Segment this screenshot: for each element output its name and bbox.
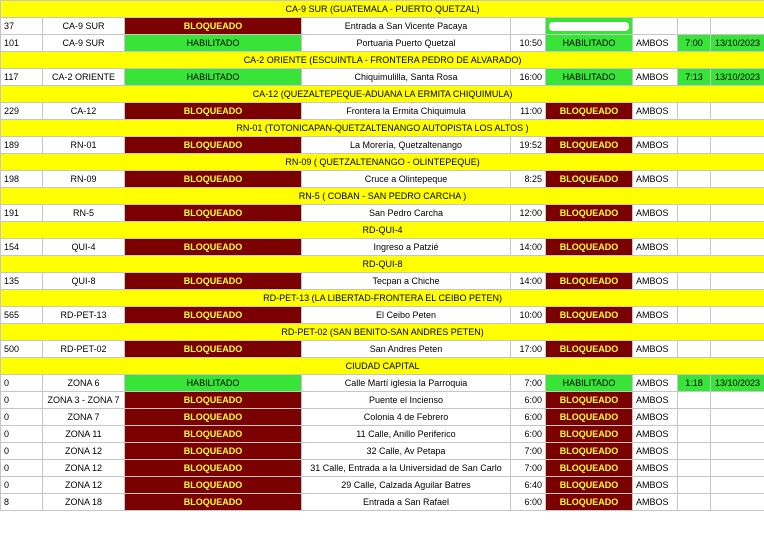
section-title: RD-QUI-8: [1, 256, 764, 273]
status-cell: BLOQUEADO: [125, 494, 302, 511]
time-cell: 7:00: [511, 443, 546, 460]
update-date-cell: [711, 341, 764, 358]
time-cell: [511, 18, 546, 35]
route-cell: ZONA 7: [43, 409, 125, 426]
update-time-cell: [678, 18, 711, 35]
location-cell: Cruce a Olintepeque: [302, 171, 511, 188]
route-cell: ZONA 11: [43, 426, 125, 443]
section-title: RN-5 ( COBAN - SAN PEDRO CARCHA ): [1, 188, 764, 205]
route-cell: CA-12: [43, 103, 125, 120]
direction-cell: AMBOS: [633, 205, 678, 222]
time-cell: 7:00: [511, 460, 546, 477]
time-cell: 11:00: [511, 103, 546, 120]
table-row: [1, 171, 764, 188]
table-body: [1, 1, 764, 511]
update-time-cell: [678, 137, 711, 154]
location-cell: La Morería, Quetzaltenango: [302, 137, 511, 154]
section-header-row: [1, 188, 764, 205]
location-cell: Calle Martí iglesia la Parroquia: [302, 375, 511, 392]
empty-status-pill: [549, 22, 629, 31]
location-cell: 29 Calle, Calzada Aguilar Batres: [302, 477, 511, 494]
update-time-cell: [678, 409, 711, 426]
km-cell: 191: [1, 205, 43, 222]
table-row: [1, 426, 764, 443]
update-time-cell: [678, 239, 711, 256]
section-title: RD-PET-02 (SAN BENITO-SAN ANDRES PETEN): [1, 324, 764, 341]
time-cell: 17:00: [511, 341, 546, 358]
section-header-row: [1, 120, 764, 137]
update-date-cell: 13/10/2023: [711, 35, 764, 52]
direction-cell: AMBOS: [633, 426, 678, 443]
location-cell: Frontera la Ermita Chiquimula: [302, 103, 511, 120]
table-row: [1, 375, 764, 392]
location-cell: Puente el Incienso: [302, 392, 511, 409]
section-header-row: [1, 256, 764, 273]
route-cell: CA-2 ORIENTE: [43, 69, 125, 86]
table-row: [1, 205, 764, 222]
time-cell: 6:00: [511, 426, 546, 443]
section-header-row: [1, 154, 764, 171]
table-row: [1, 103, 764, 120]
section-title: CA-9 SUR (GUATEMALA - PUERTO QUETZAL): [1, 1, 764, 18]
section-title: RN-09 ( QUETZALTENANGO - OLINTEPEQUE): [1, 154, 764, 171]
update-date-cell: 13/10/2023: [711, 375, 764, 392]
status-cell: BLOQUEADO: [125, 307, 302, 324]
update-date-cell: [711, 494, 764, 511]
location-cell: Tecpan a Chiche: [302, 273, 511, 290]
direction-cell: AMBOS: [633, 477, 678, 494]
table-row: [1, 341, 764, 358]
section-header-row: [1, 52, 764, 69]
direction-cell: AMBOS: [633, 273, 678, 290]
route-cell: RN-01: [43, 137, 125, 154]
time-cell: 12:00: [511, 205, 546, 222]
time-cell: 7:00: [511, 375, 546, 392]
status-cell: BLOQUEADO: [125, 18, 302, 35]
section-title: CA-12 (QUEZALTEPEQUE-ADUANA LA ERMITA CHIQUIMULA): [1, 86, 764, 103]
km-cell: 101: [1, 35, 43, 52]
table-row: [1, 477, 764, 494]
update-date-cell: [711, 205, 764, 222]
status2-cell: BLOQUEADO: [546, 426, 633, 443]
section-header-row: [1, 324, 764, 341]
route-cell: RD-PET-13: [43, 307, 125, 324]
update-time-cell: [678, 477, 711, 494]
route-cell: RN-09: [43, 171, 125, 188]
update-time-cell: [678, 426, 711, 443]
direction-cell: AMBOS: [633, 239, 678, 256]
time-cell: 10:00: [511, 307, 546, 324]
time-cell: 6:00: [511, 494, 546, 511]
section-header-row: [1, 290, 764, 307]
km-cell: 0: [1, 443, 43, 460]
update-date-cell: [711, 137, 764, 154]
direction-cell: AMBOS: [633, 409, 678, 426]
km-cell: 117: [1, 69, 43, 86]
update-date-cell: [711, 171, 764, 188]
location-cell: 32 Calle, Av Petapa: [302, 443, 511, 460]
status-cell: BLOQUEADO: [125, 171, 302, 188]
status-cell: BLOQUEADO: [125, 239, 302, 256]
update-date-cell: [711, 273, 764, 290]
location-cell: 31 Calle, Entrada a la Universidad de San Carlo: [302, 460, 511, 477]
direction-cell: AMBOS: [633, 341, 678, 358]
km-cell: 135: [1, 273, 43, 290]
status2-cell: BLOQUEADO: [546, 409, 633, 426]
km-cell: 0: [1, 409, 43, 426]
location-cell: Portuaria Puerto Quetzal: [302, 35, 511, 52]
update-time-cell: [678, 205, 711, 222]
update-date-cell: [711, 103, 764, 120]
update-time-cell: [678, 273, 711, 290]
time-cell: 8:25: [511, 171, 546, 188]
status2-cell: BLOQUEADO: [546, 273, 633, 290]
status2-cell: BLOQUEADO: [546, 341, 633, 358]
update-date-cell: [711, 392, 764, 409]
status2-cell: HABILITADO: [546, 35, 633, 52]
status-cell: BLOQUEADO: [125, 443, 302, 460]
status-cell: BLOQUEADO: [125, 103, 302, 120]
route-cell: CA-9 SUR: [43, 35, 125, 52]
status2-cell: BLOQUEADO: [546, 171, 633, 188]
km-cell: 0: [1, 477, 43, 494]
update-time-cell: 7:13: [678, 69, 711, 86]
section-title: RD-PET-13 (LA LIBERTAD-FRONTERA EL CEIBO PETEN): [1, 290, 764, 307]
table-row: [1, 239, 764, 256]
direction-cell: AMBOS: [633, 375, 678, 392]
status2-cell: [546, 18, 633, 35]
time-cell: 6:00: [511, 409, 546, 426]
table-row: [1, 443, 764, 460]
table-row: [1, 18, 764, 35]
table-row: [1, 392, 764, 409]
update-time-cell: [678, 103, 711, 120]
time-cell: 10:50: [511, 35, 546, 52]
table-row: [1, 69, 764, 86]
status-cell: BLOQUEADO: [125, 426, 302, 443]
section-header-row: [1, 222, 764, 239]
status-cell: BLOQUEADO: [125, 137, 302, 154]
time-cell: 6:40: [511, 477, 546, 494]
km-cell: 154: [1, 239, 43, 256]
km-cell: 189: [1, 137, 43, 154]
update-time-cell: 1:18: [678, 375, 711, 392]
time-cell: 19:52: [511, 137, 546, 154]
time-cell: 16:00: [511, 69, 546, 86]
direction-cell: AMBOS: [633, 35, 678, 52]
update-date-cell: [711, 460, 764, 477]
table-row: [1, 35, 764, 52]
table-row: [1, 307, 764, 324]
status2-cell: BLOQUEADO: [546, 137, 633, 154]
location-cell: Chiquimulilla, Santa Rosa: [302, 69, 511, 86]
route-cell: ZONA 12: [43, 477, 125, 494]
km-cell: 0: [1, 375, 43, 392]
direction-cell: AMBOS: [633, 460, 678, 477]
time-cell: 6:00: [511, 392, 546, 409]
status-cell: BLOQUEADO: [125, 392, 302, 409]
update-time-cell: [678, 307, 711, 324]
direction-cell: AMBOS: [633, 69, 678, 86]
time-cell: 14:00: [511, 239, 546, 256]
route-cell: ZONA 6: [43, 375, 125, 392]
status2-cell: BLOQUEADO: [546, 460, 633, 477]
route-cell: QUI-4: [43, 239, 125, 256]
update-date-cell: [711, 239, 764, 256]
location-cell: Ingreso a Patzié: [302, 239, 511, 256]
status-cell: BLOQUEADO: [125, 205, 302, 222]
km-cell: 8: [1, 494, 43, 511]
status2-cell: BLOQUEADO: [546, 103, 633, 120]
section-title: RD-QUI-4: [1, 222, 764, 239]
update-date-cell: [711, 477, 764, 494]
update-date-cell: [711, 426, 764, 443]
status2-cell: BLOQUEADO: [546, 307, 633, 324]
status2-cell: BLOQUEADO: [546, 477, 633, 494]
time-cell: 14:00: [511, 273, 546, 290]
status2-cell: HABILITADO: [546, 69, 633, 86]
update-date-cell: [711, 307, 764, 324]
km-cell: 0: [1, 460, 43, 477]
location-cell: Entrada a San Vicente Pacaya: [302, 18, 511, 35]
km-cell: 0: [1, 392, 43, 409]
direction-cell: AMBOS: [633, 137, 678, 154]
table-row: [1, 409, 764, 426]
table-row: [1, 137, 764, 154]
section-header-row: [1, 358, 764, 375]
update-time-cell: [678, 460, 711, 477]
status2-cell: BLOQUEADO: [546, 443, 633, 460]
location-cell: El Ceibo Peten: [302, 307, 511, 324]
status2-cell: BLOQUEADO: [546, 392, 633, 409]
route-cell: CA-9 SUR: [43, 18, 125, 35]
status-cell: BLOQUEADO: [125, 341, 302, 358]
section-header-row: [1, 86, 764, 103]
direction-cell: AMBOS: [633, 103, 678, 120]
direction-cell: AMBOS: [633, 443, 678, 460]
km-cell: 500: [1, 341, 43, 358]
update-date-cell: [711, 409, 764, 426]
route-cell: RN-5: [43, 205, 125, 222]
direction-cell: AMBOS: [633, 494, 678, 511]
km-cell: 0: [1, 426, 43, 443]
route-cell: QUI-8: [43, 273, 125, 290]
location-cell: Colonia 4 de Febrero: [302, 409, 511, 426]
route-cell: RD-PET-02: [43, 341, 125, 358]
table-row: [1, 460, 764, 477]
location-cell: San Pedro Carcha: [302, 205, 511, 222]
direction-cell: [633, 18, 678, 35]
status2-cell: HABILITADO: [546, 375, 633, 392]
status-cell: BLOQUEADO: [125, 409, 302, 426]
direction-cell: AMBOS: [633, 171, 678, 188]
route-cell: ZONA 18: [43, 494, 125, 511]
status-cell: BLOQUEADO: [125, 273, 302, 290]
km-cell: 198: [1, 171, 43, 188]
location-cell: San Andres Peten: [302, 341, 511, 358]
status-cell: HABILITADO: [125, 35, 302, 52]
status-cell: BLOQUEADO: [125, 460, 302, 477]
update-time-cell: 7:00: [678, 35, 711, 52]
km-cell: 229: [1, 103, 43, 120]
update-time-cell: [678, 171, 711, 188]
status-cell: HABILITADO: [125, 375, 302, 392]
direction-cell: AMBOS: [633, 307, 678, 324]
update-date-cell: 13/10/2023: [711, 69, 764, 86]
route-cell: ZONA 3 - ZONA 7: [43, 392, 125, 409]
km-cell: 37: [1, 18, 43, 35]
table-row: [1, 273, 764, 290]
update-time-cell: [678, 341, 711, 358]
status2-cell: BLOQUEADO: [546, 494, 633, 511]
status2-cell: BLOQUEADO: [546, 239, 633, 256]
section-title: RN-01 (TOTONICAPAN-QUETZALTENANGO AUTOPISTA LOS ALTOS ): [1, 120, 764, 137]
location-cell: 11 Calle, Anillo Periferico: [302, 426, 511, 443]
section-title: CA-2 ORIENTE (ESCUINTLA - FRONTERA PEDRO DE ALVARADO): [1, 52, 764, 69]
status-cell: HABILITADO: [125, 69, 302, 86]
update-time-cell: [678, 443, 711, 460]
status2-cell: BLOQUEADO: [546, 205, 633, 222]
section-header-row: [1, 1, 764, 18]
section-title: CIUDAD CAPITAL: [1, 358, 764, 375]
update-time-cell: [678, 494, 711, 511]
table-row: [1, 494, 764, 511]
update-time-cell: [678, 392, 711, 409]
route-cell: ZONA 12: [43, 460, 125, 477]
update-date-cell: [711, 443, 764, 460]
status-cell: BLOQUEADO: [125, 477, 302, 494]
direction-cell: AMBOS: [633, 392, 678, 409]
location-cell: Entrada a San Rafael: [302, 494, 511, 511]
update-date-cell: [711, 18, 764, 35]
km-cell: 565: [1, 307, 43, 324]
route-cell: ZONA 12: [43, 443, 125, 460]
